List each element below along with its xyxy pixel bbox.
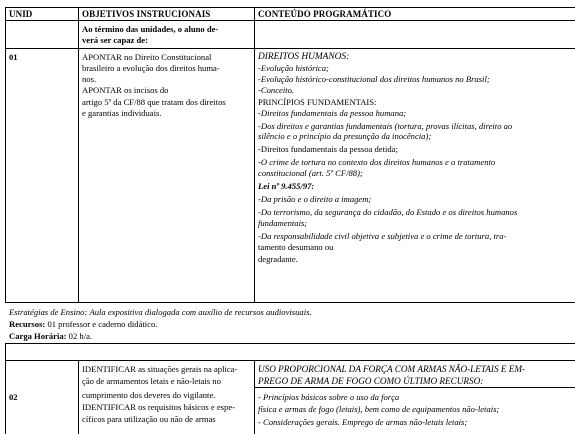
rule-spacer-bottom [5, 360, 575, 361]
rule-left [5, 7, 6, 303]
rule-col1-sep-lower [78, 360, 79, 434]
content-line: degradante. [258, 254, 298, 264]
header-content: CONTEÚDO PROGRAMÁTICO [258, 9, 392, 19]
content-line: -Direitos fundamentais da pessoa humana; [258, 108, 407, 118]
content-line: fundamentais; [258, 218, 308, 228]
content-line: -Da prisão e o direito a imagem; [258, 194, 372, 204]
content-line: constitucional (art. 5º CF/88); [258, 168, 363, 178]
hours-text: 02 h/a. [68, 331, 93, 341]
rule-col2-sep-lower [254, 360, 255, 434]
intro-line-1: Ao término das unidades, o aluno de- [82, 24, 219, 34]
resources-row [9, 319, 157, 329]
unit-number: 01 [9, 52, 18, 62]
objective-line: APONTAR no Direito Constitucional [82, 52, 212, 62]
content-line: PREGO DE ARMA DE FOGO COMO ÚLTIMO RECURSO: [258, 376, 484, 386]
objective-line: e garantias individuais. [82, 108, 162, 118]
content-line: DIREITOS HUMANOS: [258, 52, 350, 62]
objective-line: nos. [82, 74, 97, 84]
content-line: - Princípios básicos sobre o uso da força [258, 392, 400, 402]
strategy-label: Estratégias de Ensino: [9, 307, 88, 317]
resources-label: Recursos: [9, 319, 46, 329]
objective-line: cumprimento dos deveres do vigilante. [82, 390, 216, 400]
resources-text: 01 professor e caderno didático. [47, 319, 158, 329]
header-unid: UNID [9, 9, 33, 19]
rule-unit2-header [255, 387, 575, 388]
content-line: Lei nº 9.455/97: [258, 181, 315, 191]
rule-intro-bottom [5, 48, 575, 49]
rule-col2-sep [254, 7, 255, 303]
content-line: física e armas de fogo (letais), bem como de equipamentos não-letais; [258, 404, 500, 414]
strategy-row [9, 307, 312, 317]
objective-line: ção de armamentos letais e não-letais no [82, 376, 221, 386]
rule-col1-sep [78, 7, 79, 303]
rule-header-bottom [5, 20, 575, 21]
content-line: USO PROPORCIONAL DA FORÇA COM ARMAS NÃO-LETAIS E EM- [258, 364, 526, 374]
content-line: -Da responsabilidade civil objetiva e subjetiva e o crime de tortura, tra- [258, 231, 507, 241]
content-line: tamento desumano ou [258, 242, 334, 252]
content-line: -O crime de tortura no contexto dos direitos humanos e o tratamento [258, 157, 496, 167]
content-line: -Conceito. [258, 85, 295, 95]
objective-line: brasileiro a evolução dos direitos huma- [82, 63, 220, 73]
content-line: -Dos direitos e garantias fundamentais (tortura, provas ilícitas, direito ao [258, 121, 513, 131]
rule-footer-bottom [5, 343, 575, 344]
content-line: PRINCÍPIOS FUNDAMENTAIS: [258, 97, 377, 107]
objective-line: artigo 5º da CF/88 que tratam dos direitos [82, 97, 226, 107]
content-line: - Considerações gerais. Emprego de armas não-letais letais; [258, 417, 468, 427]
intro-line-2: verá ser capaz de: [82, 35, 148, 45]
objective-line: IDENTIFICAR os requisitos básicos e espe- [82, 402, 235, 412]
content-line: -Evolução histórica; [258, 63, 329, 73]
hours-row [9, 331, 92, 341]
content-line: -Do terrorismo, da segurança do cidadão, do Estado e os direitos humanos [258, 207, 518, 217]
objective-line: APONTAR os incisos do [82, 85, 169, 95]
strategy-text: Aula expositiva dialogada com auxílio de recursos audiovisuais. [89, 307, 312, 317]
rule-unit1-bottom [5, 302, 575, 303]
rule-top [5, 7, 575, 8]
content-line: -Evolução histórico-constitucional dos direitos humanos no Brasil; [258, 74, 490, 84]
content-line: -Direitos fundamentais da pessoa detida; [258, 144, 398, 154]
hours-label: Carga Horária: [9, 331, 67, 341]
objective-line: IDENTIFICAR as situações gerais na aplica- [82, 364, 238, 374]
objective-line: cíficos para utilização ou não de armas [82, 414, 216, 424]
rule-left-lower [5, 343, 6, 434]
content-line: silêncio e o princípio da presunção da inocência); [258, 131, 432, 141]
unit-number: 02 [9, 392, 18, 402]
header-objectives: OBJETIVOS INSTRUCIONAIS [82, 9, 211, 19]
